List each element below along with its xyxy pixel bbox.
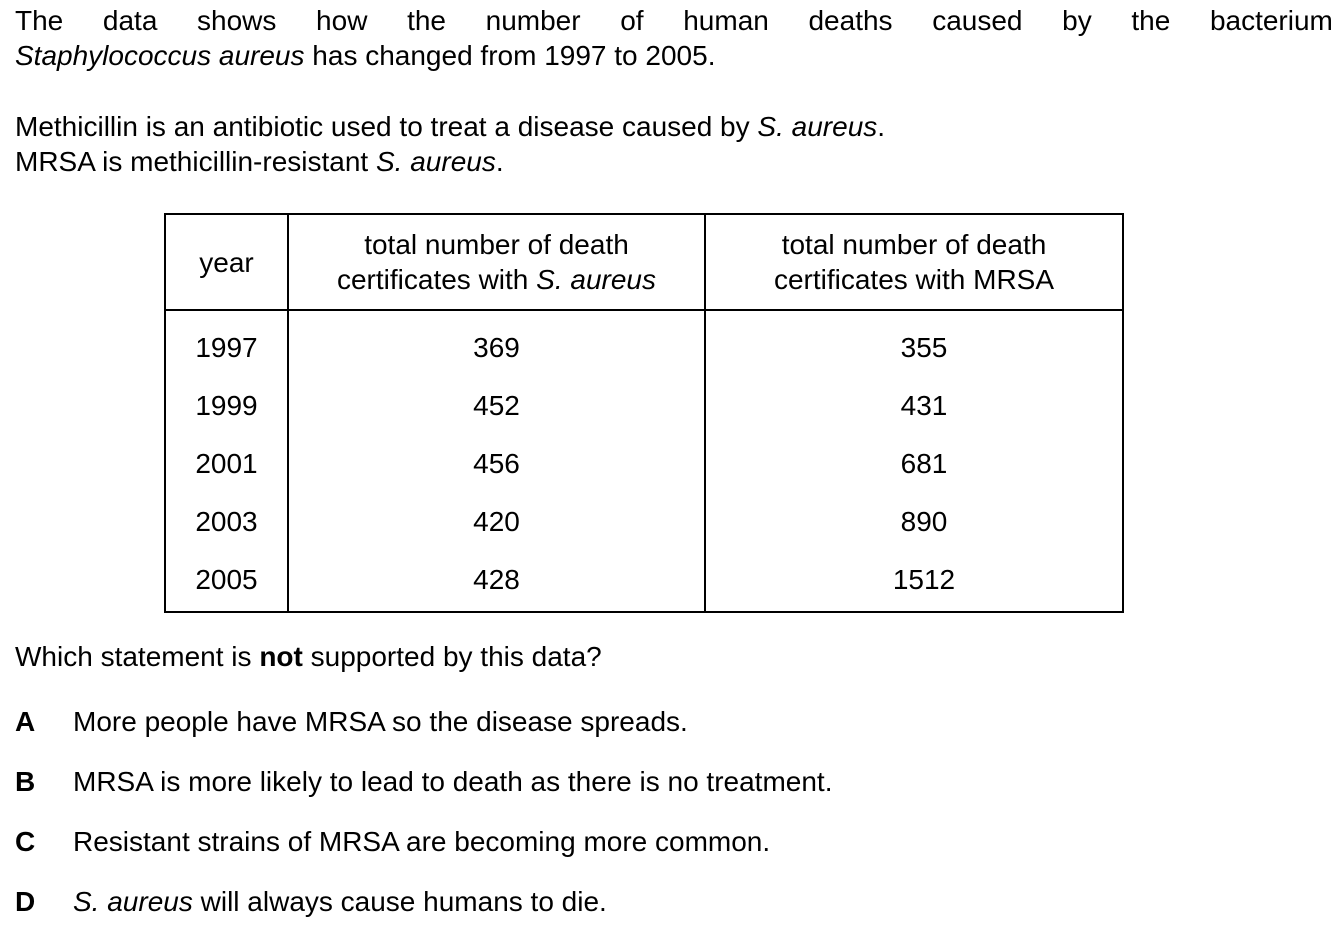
context-text: Methicillin is an antibiotic used to treat a disease caused by — [15, 111, 758, 142]
header-s-aureus-line-2 — [289, 262, 704, 297]
header-mrsa-line-2: certificates with MRSA — [773, 264, 1055, 295]
cell-year: 1997 — [165, 310, 288, 377]
species-name: S. aureus — [536, 264, 657, 295]
intro-word: human — [683, 5, 769, 36]
header-s-aureus — [288, 214, 705, 310]
cell-mrsa: 681 — [705, 435, 1123, 493]
cell-year: 2001 — [165, 435, 288, 493]
cell-s-aureus: 456 — [288, 435, 705, 493]
intro-line-2 — [15, 38, 1333, 73]
intro-word: number — [485, 5, 581, 36]
header-mrsa-line-1: total number of death — [781, 229, 1047, 260]
intro-word: the — [407, 5, 446, 36]
intro-word: caused — [932, 5, 1023, 36]
table-row — [165, 310, 1123, 377]
cell-s-aureus: 452 — [288, 377, 705, 435]
option-letter: A — [15, 706, 36, 737]
cell-year: 2003 — [165, 493, 288, 551]
table-header-row — [165, 214, 1123, 310]
option-text: MRSA is more likely to lead to death as there is no treatment. — [73, 766, 833, 797]
cell-s-aureus: 420 — [288, 493, 705, 551]
intro-word: deaths — [808, 5, 893, 36]
intro-word: of — [620, 5, 644, 36]
option-text — [73, 884, 607, 919]
cell-s-aureus: 369 — [288, 310, 705, 377]
intro-word: data — [102, 5, 158, 36]
option-a[interactable] — [15, 704, 688, 739]
option-letter: C — [15, 826, 36, 857]
period: . — [877, 111, 886, 142]
header-s-aureus-line-1: total number of death — [364, 229, 629, 260]
option-text: Resistant strains of MRSA are becoming more common. — [73, 826, 771, 857]
cell-mrsa: 1512 — [705, 551, 1123, 612]
intro-line-1 — [15, 3, 1333, 38]
option-text: More people have MRSA so the disease spreads. — [73, 706, 688, 737]
species-name: S. aureus — [757, 111, 878, 142]
question-prefix: Which statement is — [15, 641, 260, 672]
intro-word: The — [15, 5, 64, 36]
death-certificates-table — [164, 213, 1124, 613]
table-row — [165, 493, 1123, 551]
species-name: Staphylococcus aureus — [15, 40, 305, 71]
cell-mrsa: 890 — [705, 493, 1123, 551]
table-row — [165, 551, 1123, 612]
intro-word: by — [1062, 5, 1092, 36]
question-text — [15, 639, 602, 674]
intro-word: how — [316, 5, 368, 36]
context-paragraph — [15, 109, 885, 179]
option-text-rest: will always cause humans to die. — [192, 886, 607, 917]
intro-word: the — [1131, 5, 1171, 36]
period: . — [495, 146, 504, 177]
intro-word: bacterium — [1209, 5, 1333, 36]
intro-word: shows — [197, 5, 277, 36]
option-d[interactable] — [15, 884, 607, 919]
cell-s-aureus: 428 — [288, 551, 705, 612]
option-letter: B — [15, 766, 36, 797]
header-year: year — [165, 214, 288, 310]
cell-mrsa: 355 — [705, 310, 1123, 377]
option-letter: D — [15, 886, 36, 917]
table-row — [165, 377, 1123, 435]
option-b[interactable] — [15, 764, 832, 799]
header-mrsa — [705, 214, 1123, 310]
context-text: MRSA is methicillin-resistant — [15, 146, 376, 177]
context-line-2 — [15, 144, 885, 179]
cell-mrsa: 431 — [705, 377, 1123, 435]
context-line-1 — [15, 109, 885, 144]
table-row — [165, 435, 1123, 493]
header-text: certificates with — [336, 264, 537, 295]
cell-year: 1999 — [165, 377, 288, 435]
cell-year: 2005 — [165, 551, 288, 612]
question-emphasis: not — [259, 641, 303, 672]
species-name: S. aureus — [375, 146, 496, 177]
intro-paragraph — [15, 3, 1333, 73]
question-suffix: supported by this data? — [302, 641, 602, 672]
intro-line-2-text: has changed from 1997 to 2005. — [304, 40, 716, 71]
species-name: S. aureus — [73, 886, 193, 917]
option-c[interactable] — [15, 824, 770, 859]
